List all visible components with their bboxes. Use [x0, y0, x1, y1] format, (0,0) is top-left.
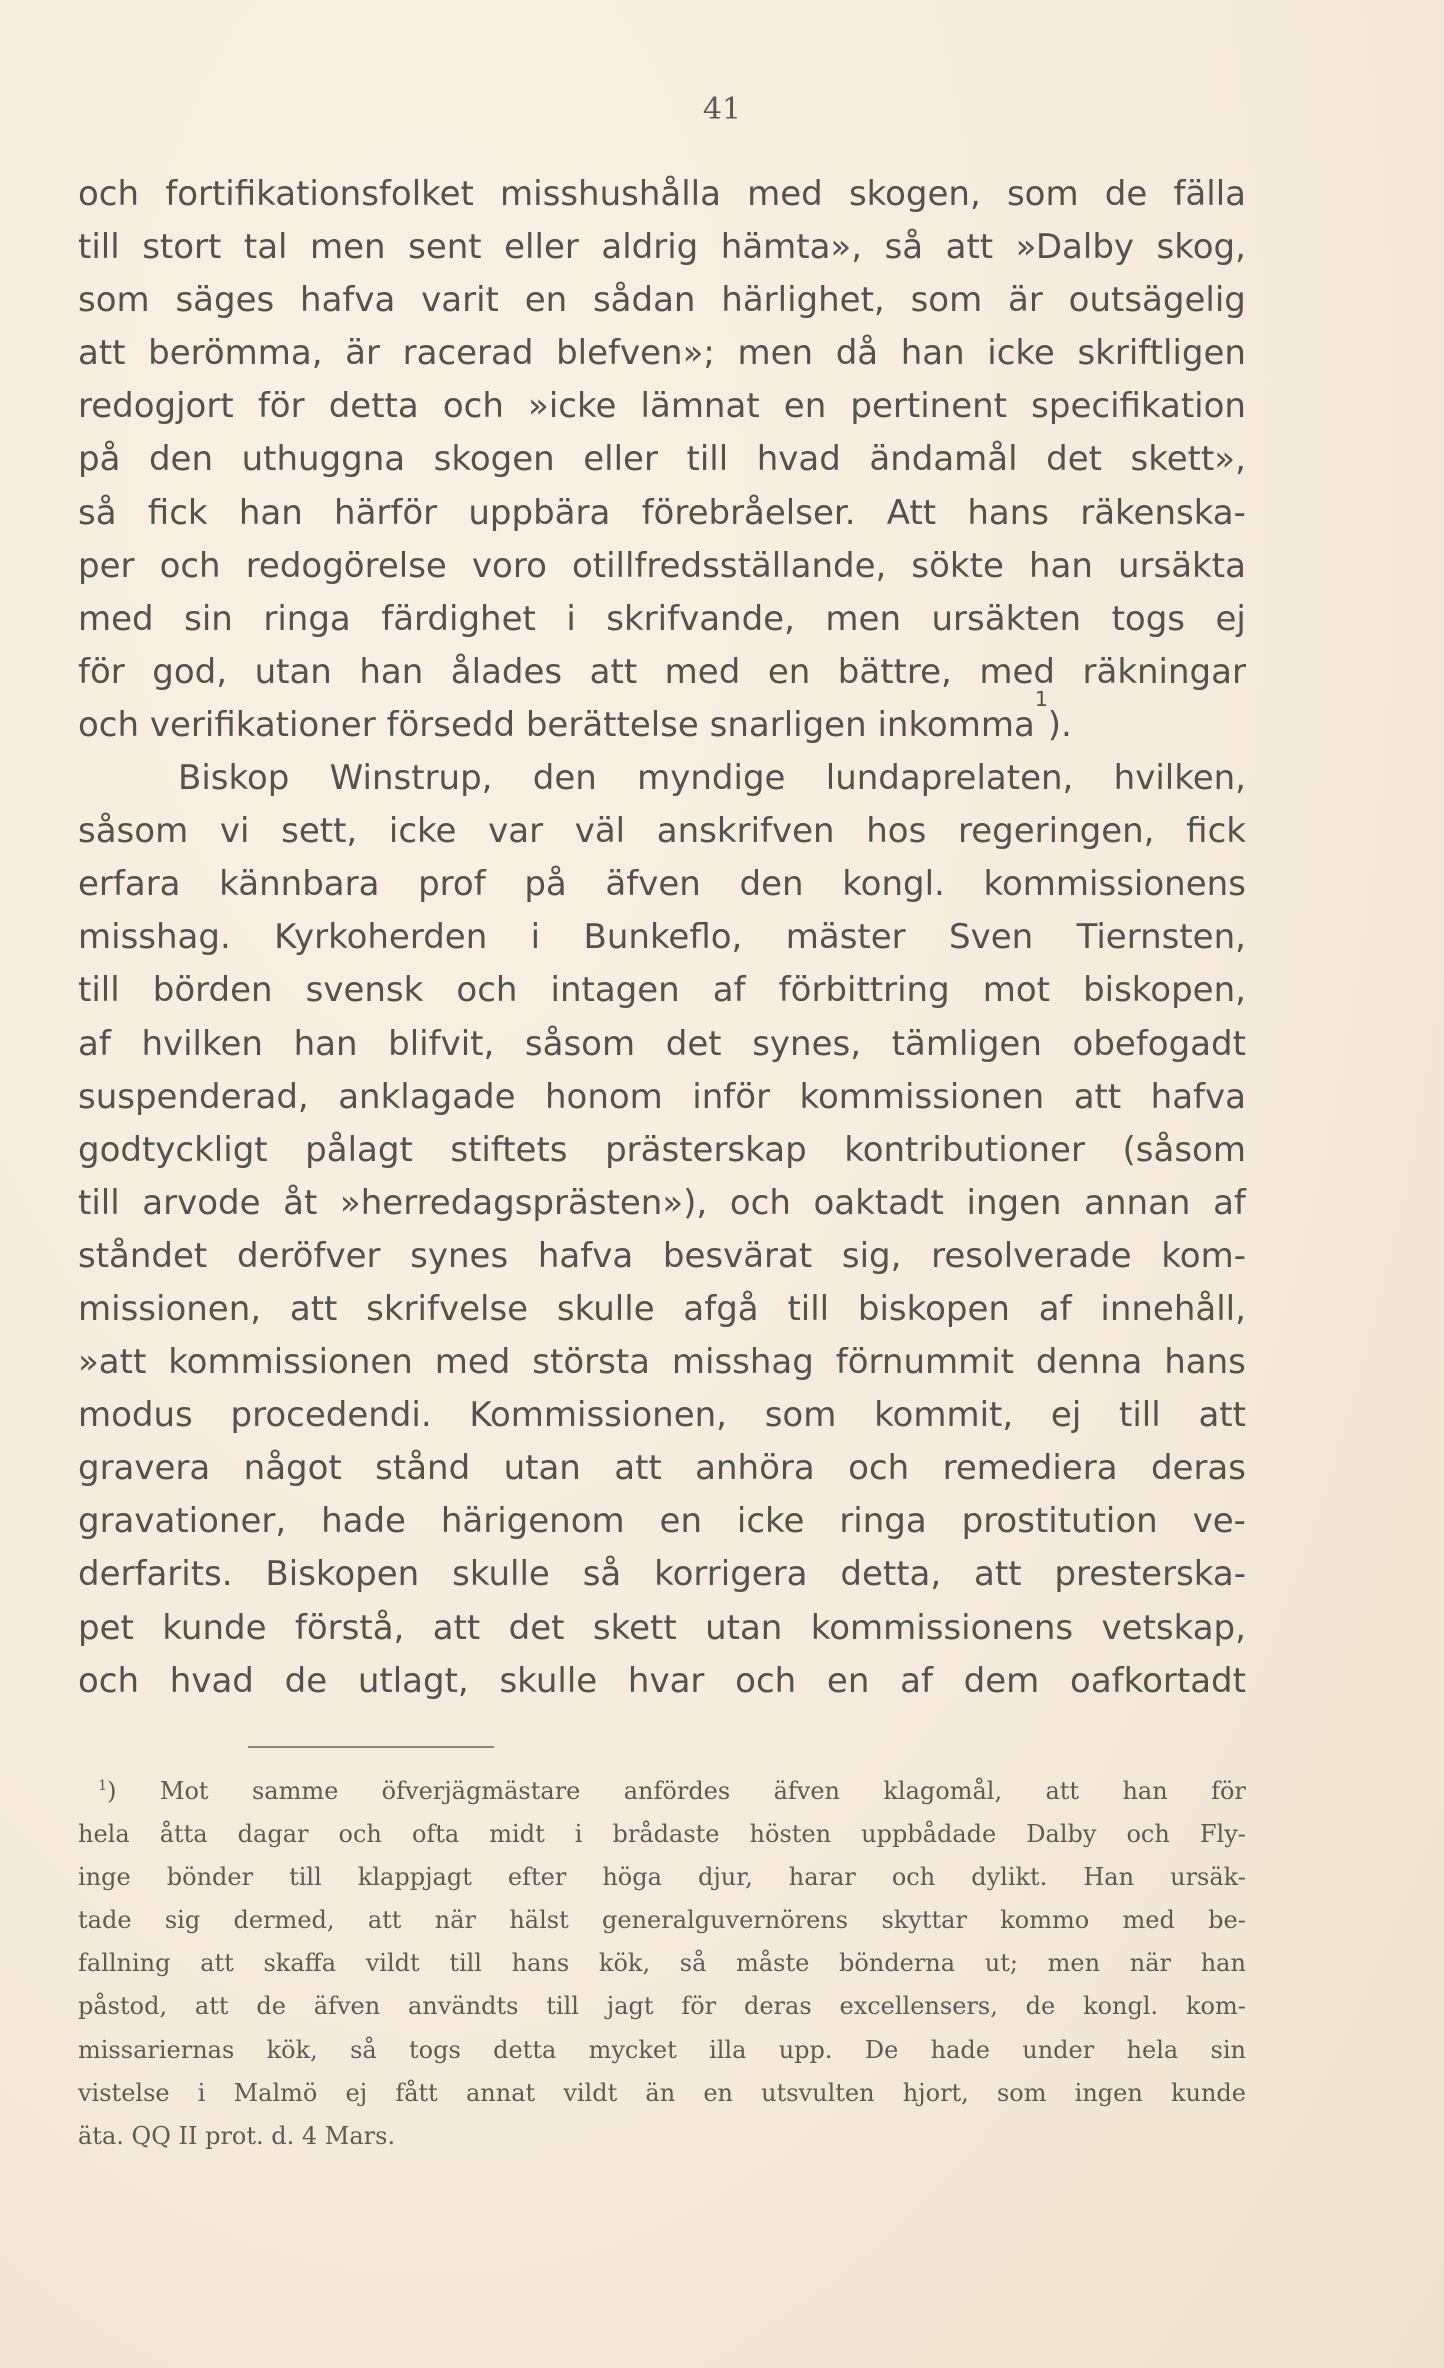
- text-line: pet kunde förstå, att det skett utan kommissionens vetskap,: [78, 1607, 1246, 1648]
- text-line: Biskop Winstrup, den myndige lundaprelaten, hvilken,: [178, 758, 1246, 799]
- text-line: som säges hafva varit en sådan härlighet, som är outsägelig: [78, 280, 1246, 321]
- text-line: missionen, att skrifvelse skulle afgå till biskopen af innehåll,: [78, 1288, 1246, 1329]
- text-line-with-note: [78, 686, 1246, 752]
- text-line: modus procedendi. Kommissionen, som kommit, ej till att: [78, 1395, 1246, 1436]
- text-line: erfara kännbara prof på äfven den kongl. kommissionens: [78, 864, 1246, 905]
- text-line: med sin ringa färdighet i skrifvande, men ursäkten togs ej: [78, 598, 1246, 639]
- footnote-marker-close: ): [107, 1777, 117, 1805]
- text-line: såsom vi sett, icke var väl anskrifven hos regeringen, fick: [78, 811, 1246, 852]
- footnote-line: missariernas kök, så togs detta mycket illa upp. De hade under hela sin: [78, 2035, 1246, 2064]
- text-line: misshag. Kyrkoherden i Bunkeflo, mäster Sven Tiernsten,: [78, 917, 1246, 958]
- text-line: till arvode åt »herredagsprästen»), och oaktadt ingen annan af: [78, 1182, 1246, 1223]
- main-text: [78, 168, 1246, 1708]
- text-line: af hvilken han blifvit, såsom det synes, tämligen obefogadt: [78, 1023, 1246, 1064]
- text-line: för god, utan han ålades att med en bättre, med räkningar: [78, 651, 1246, 692]
- footnote-line: hela åtta dagar och ofta midt i brådaste hösten uppbådade Dalby och Fly-: [78, 1820, 1246, 1849]
- footnote-line: fallning att skaffa vildt till hans kök, så måste bönderna ut; men när han: [78, 1949, 1246, 1978]
- text-line: så fick han härför uppbära förebråelser. Att hans räkenska-: [78, 492, 1246, 533]
- text-line: redogjort för detta och »icke lämnat en pertinent specifikation: [78, 386, 1246, 427]
- footnote-reference: 1: [1034, 686, 1048, 711]
- text-line: att berömma, är racerad blefven»; men då han icke skriftligen: [78, 333, 1246, 374]
- text-line: och verifikationer försedd berättelse snarligen inkomma: [78, 704, 1035, 745]
- text-line: derfarits. Biskopen skulle så korrigera detta, att presterska-: [78, 1554, 1246, 1595]
- text-line: på den uthuggna skogen eller till hvad ändamål det skett»,: [78, 439, 1246, 480]
- text-line: till börden svensk och intagen af förbittring mot biskopen,: [78, 970, 1246, 1011]
- footnote-marker-wrap: [98, 1770, 117, 1813]
- text-line: per och redogörelse voro otillfredsställande, sökte han ursäkta: [78, 545, 1246, 586]
- footnote-line: vistelse i Malmö ej fått annat vildt än en utsvulten hjort, som ingen kunde: [78, 2078, 1246, 2107]
- footnote-divider: [248, 1746, 494, 1748]
- footnote-line: inge bönder till klappjagt efter höga djur, harar och dylikt. Han ursäk-: [78, 1863, 1246, 1892]
- footnote-line: påstod, att de äfven användts till jagt för deras excellensers, de kongl. kom-: [78, 1992, 1246, 2021]
- text-line: och fortifikationsfolket misshushålla med skogen, som de fälla: [78, 174, 1246, 214]
- footnote-marker: 1: [98, 1778, 108, 1794]
- text-line: suspenderad, anklagade honom inför kommissionen att hafva: [78, 1076, 1246, 1117]
- footnote-line: tade sig dermed, att när hälst generalguvernörens skyttar kommo med be-: [78, 1906, 1246, 1935]
- text-line: ståndet deröfver synes hafva besvärat sig, resolverade kom-: [78, 1235, 1246, 1276]
- footnote-line-first: $^1$) Mot samme öfverjägmästare anfördes äfven klagomål, att han för: [78, 1770, 1246, 1813]
- footnote-line: äta. QQ II prot. d. 4 Mars.: [78, 2121, 396, 2150]
- footnote-reference-close: ).: [1047, 704, 1072, 745]
- text-line: gravera något stånd utan att anhöra och remediera deras: [78, 1448, 1246, 1489]
- footnote: [78, 1770, 1246, 2158]
- text-line: godtyckligt pålagt stiftets prästerskap kontributioner (såsom: [78, 1129, 1246, 1170]
- page-number: 41: [702, 92, 742, 127]
- text-line: »att kommissionen med största misshag förnummit denna hans: [78, 1342, 1246, 1383]
- text-line: och hvad de utlagt, skulle hvar och en af dem oafkortadt: [78, 1660, 1246, 1701]
- text-line: till stort tal men sent eller aldrig hämta», så att »Dalby skog,: [78, 227, 1246, 268]
- text-line: gravationer, hade härigenom en icke ringa prostitution ve-: [78, 1501, 1246, 1542]
